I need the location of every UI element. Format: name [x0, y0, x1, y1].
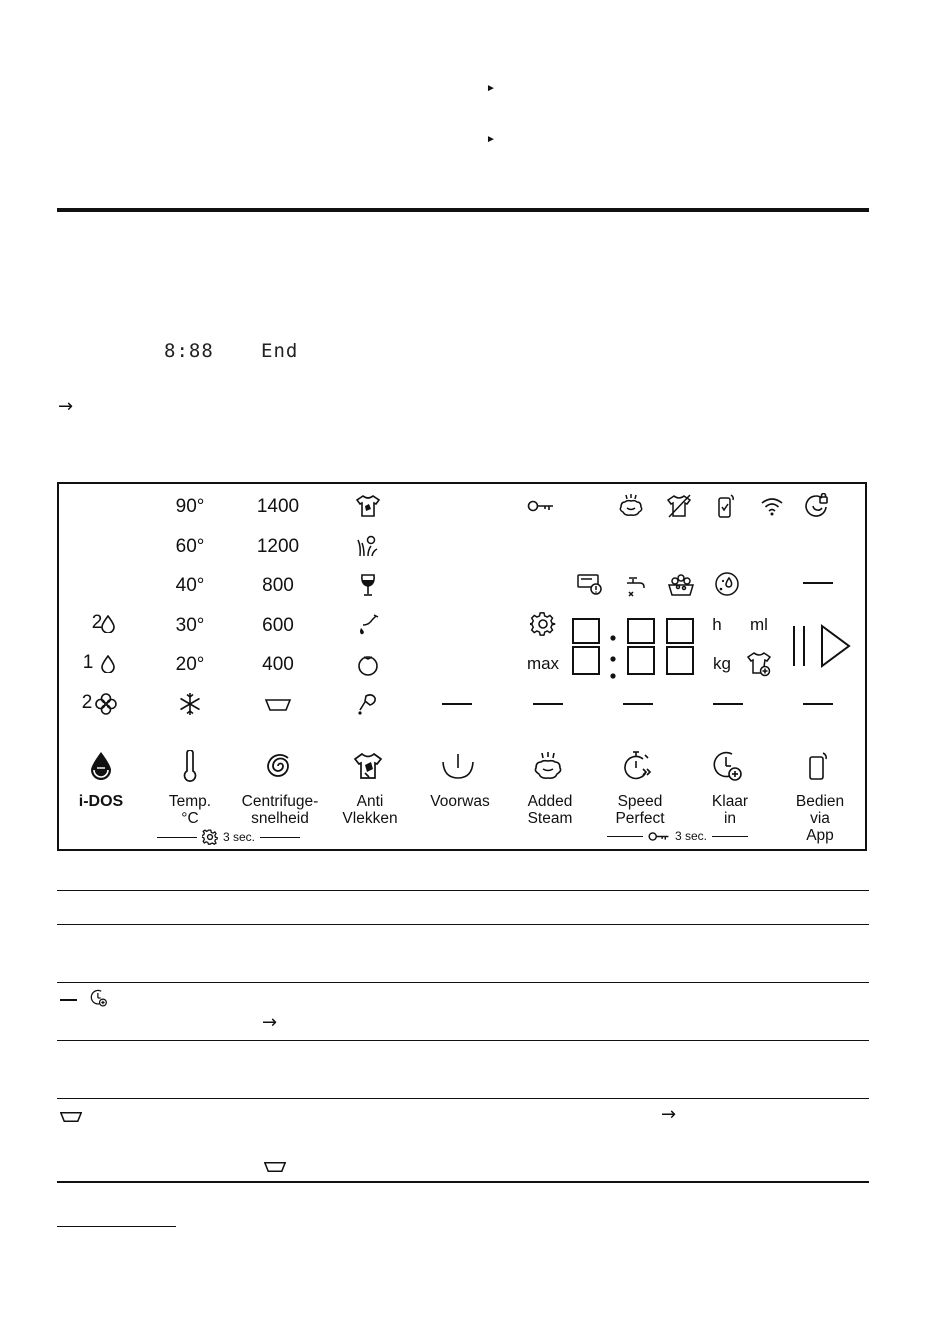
child-lock-key-icon: [527, 499, 555, 513]
child-lock-hold-hint: 3 sec.: [607, 829, 748, 843]
load-shirt-icon: [746, 651, 772, 677]
unit-max: max: [526, 654, 560, 673]
finish-in-icon[interactable]: [712, 750, 744, 782]
grass-stain-icon: [356, 534, 380, 558]
finish-in-icon: [90, 989, 108, 1007]
dash: [803, 703, 833, 705]
steam-button-label: Added Steam: [527, 793, 573, 827]
no-spin-tub-icon: [264, 1161, 286, 1173]
temp-60: 60°: [175, 536, 205, 557]
steam-status-icon: [618, 493, 644, 519]
settings-gear-icon: [530, 612, 556, 638]
control-panel: [57, 482, 867, 851]
anti-stain-shirt-icon[interactable]: [353, 752, 383, 780]
remote-phone-check-icon: [716, 493, 736, 519]
temp-30: 30°: [175, 615, 205, 636]
no-water-tap-icon: [624, 573, 648, 597]
child-lock-key-icon: [648, 831, 670, 842]
table-rule: [57, 924, 869, 925]
no-spin-tub-icon: [60, 1111, 82, 1123]
steam-icon[interactable]: [533, 751, 563, 781]
settings-hold-hint: 3 sec.: [157, 829, 300, 845]
idos-level-2: 2: [91, 612, 103, 633]
bullet-2: ►: [486, 134, 496, 145]
table-rule: [57, 1181, 869, 1183]
dash: [803, 582, 833, 584]
spin-800: 800: [262, 575, 294, 596]
section-rule: [57, 208, 869, 212]
dash-indicator: [60, 999, 77, 1001]
spin-spiral-icon[interactable]: [263, 751, 293, 781]
drum-clean-icon: [714, 571, 740, 597]
flower-softener-icon: [95, 693, 117, 715]
dash: [533, 703, 563, 705]
result-arrow: →: [661, 1104, 677, 1125]
spin-1200: 1200: [256, 536, 300, 557]
unit-hours: h: [712, 615, 722, 634]
anti-stain-button-label: Anti Vlekken: [342, 793, 398, 827]
spin-button-label: Centrifuge- snelheid: [241, 793, 319, 827]
footnote-rule: [57, 1226, 176, 1227]
no-iron-shirt-icon: [666, 493, 692, 519]
detergent-cartridge-alert-icon: [576, 573, 602, 595]
time-readout: 8:88: [164, 340, 214, 362]
wifi-icon: [760, 496, 784, 516]
speed-perfect-icon[interactable]: [623, 750, 653, 782]
cold-snowflake-icon: [178, 692, 202, 716]
door-lock-icon: [804, 493, 830, 519]
remote-start-button-label: Bedien via App: [795, 793, 845, 844]
temp-20: 20°: [175, 654, 205, 675]
drop-icon: [101, 655, 115, 673]
result-arrow: →: [262, 1012, 278, 1033]
temp-90: 90°: [175, 496, 205, 517]
table-rule: [57, 982, 869, 983]
wine-glass-icon: [360, 573, 376, 597]
spin-400: 400: [262, 654, 294, 675]
finish-in-button-label: Klaar in: [711, 793, 749, 827]
idos-drop-icon[interactable]: [89, 751, 113, 781]
table-rule: [57, 890, 869, 891]
unit-millilitre: ml: [750, 615, 768, 634]
bullet-1: ►: [486, 83, 496, 94]
spin-600: 600: [262, 615, 294, 636]
grease-stain-icon: [356, 613, 380, 637]
dash: [623, 703, 653, 705]
idos-level-softener: 2: [81, 692, 93, 713]
speed-perfect-button-label: Speed Perfect: [615, 793, 665, 827]
idos-level-1: 1: [82, 652, 94, 673]
start-pause-icon[interactable]: [790, 624, 852, 668]
temp-button-label: Temp. °C: [168, 793, 212, 827]
prewash-button-label: Voorwas: [430, 793, 490, 810]
remote-start-icon[interactable]: [807, 751, 829, 781]
no-spin-tub-icon: [265, 698, 291, 712]
drop-icon: [101, 615, 115, 633]
thermometer-icon[interactable]: [183, 750, 197, 782]
shirt-stain-icon: [355, 494, 381, 518]
table-rule: [57, 1040, 869, 1041]
spin-1400: 1400: [256, 496, 300, 517]
result-arrow: →: [58, 396, 74, 417]
dash: [713, 703, 743, 705]
unit-kilogram: kg: [713, 654, 731, 673]
drum-clean-foam-icon: [667, 573, 695, 597]
idos-button-label: i-DOS: [78, 793, 124, 810]
prewash-tub-icon[interactable]: [441, 752, 475, 780]
tomato-icon: [356, 652, 380, 676]
table-rule: [57, 1098, 869, 1099]
temp-40: 40°: [175, 575, 205, 596]
end-readout: End: [261, 340, 299, 362]
dash: [442, 703, 472, 705]
settings-gear-icon: [202, 829, 218, 845]
stain-brush-icon: [357, 692, 379, 716]
main-display: [570, 615, 704, 679]
